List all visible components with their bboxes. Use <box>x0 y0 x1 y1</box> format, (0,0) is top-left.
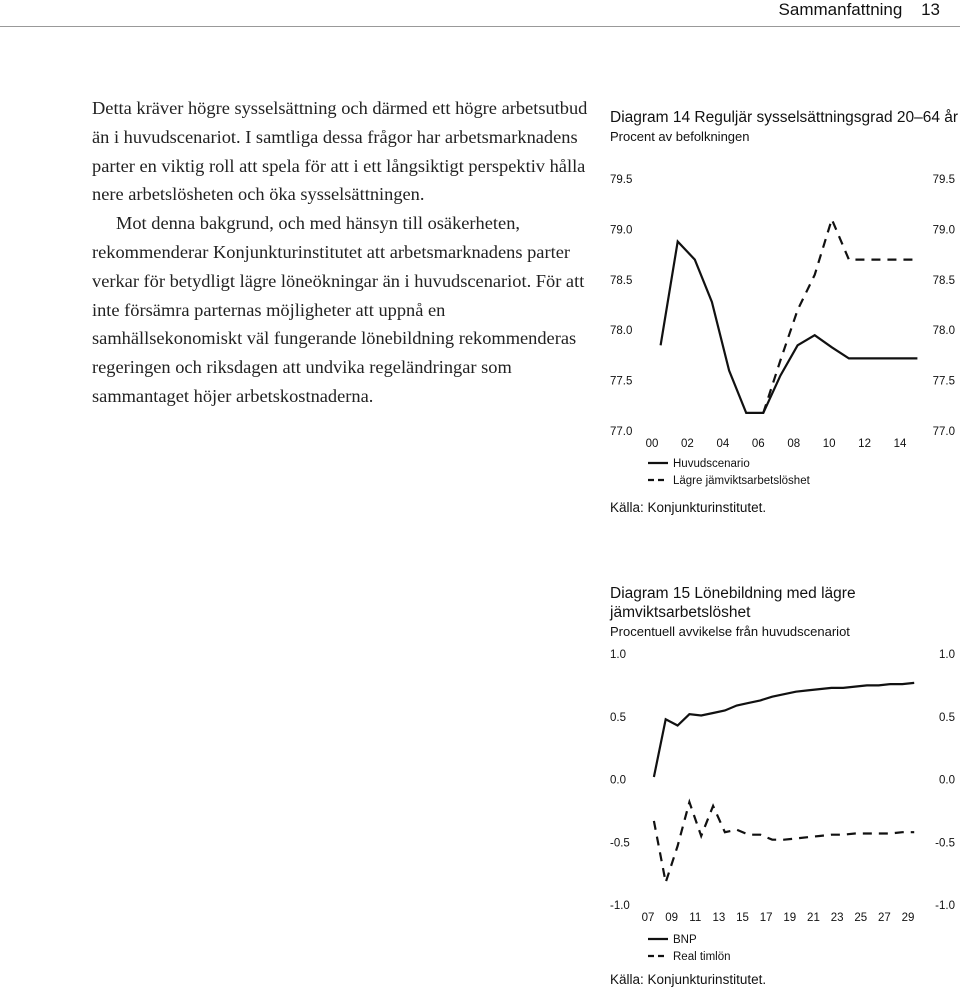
diagram-15-ytick-left: -0.5 <box>610 837 630 850</box>
diagram-15-legend-label: Real timlön <box>673 951 731 963</box>
diagram-15-xtick: 19 <box>783 912 797 924</box>
diagram-15-ytick-right: -1.0 <box>935 900 955 912</box>
diagram-15-source: Källa: Konjunkturinstitutet. <box>610 972 767 987</box>
diagram-15-title: Diagram 15 Lönebildning med lägre jämviktsarbetslöshet <box>610 585 856 621</box>
diagram-15-ytick-right: 1.0 <box>939 649 955 661</box>
diagram-14-xtick: 10 <box>822 438 836 450</box>
diagram-14-unit: Procent av befolkningen <box>610 129 750 144</box>
diagram-14-ytick-left: 77.5 <box>610 375 633 388</box>
diagram-15-chart <box>600 640 960 970</box>
page-number: 13 <box>921 0 940 19</box>
diagram-15-ytick-right: 0.0 <box>939 774 955 787</box>
diagram-14-ytick-left: 78.5 <box>610 274 633 287</box>
diagram-15-ytick-left: -1.0 <box>610 900 630 912</box>
diagram-14-chart <box>600 168 960 493</box>
diagram-14-xtick: 12 <box>858 438 871 450</box>
diagram-15-xtick: 17 <box>759 912 773 924</box>
diagram-15-xtick: 09 <box>665 912 679 924</box>
diagram-14-ytick-right: 79.0 <box>932 224 955 237</box>
diagram-14-series-line <box>661 242 918 413</box>
section-title: Sammanfattning <box>778 0 903 19</box>
diagram-15-ytick-left: 1.0 <box>610 649 626 661</box>
diagram-14-header <box>610 108 960 145</box>
running-head <box>765 0 940 20</box>
diagram-15-xtick: 07 <box>641 912 655 924</box>
body-text <box>92 94 592 411</box>
paragraph-1: Detta kräver högre sysselsättning och därmed ett högre arbetsutbud än i huvudscenariot. I samtliga dessa frågor har arbetsmarknadens parter en viktig roll att spela för att i ett långsiktigt perspektiv hålla nere arbetslösheten och öka sysselsättningen. <box>92 98 588 205</box>
diagram-15-xtick: 29 <box>901 912 915 924</box>
diagram-14-xtick: 08 <box>787 438 801 450</box>
diagram-15-xtick: 21 <box>807 912 820 924</box>
diagram-14-legend-label: Huvudscenario <box>673 458 750 470</box>
diagram-15-xtick: 23 <box>830 912 844 924</box>
diagram-15-series-line <box>654 683 914 777</box>
diagram-15-header <box>610 584 960 640</box>
diagram-15-xtick: 25 <box>854 912 868 924</box>
diagram-15-xtick: 27 <box>877 912 891 924</box>
diagram-15-xtick: 15 <box>736 912 749 924</box>
diagram-14-xtick: 00 <box>645 438 659 450</box>
diagram-14-ytick-left: 79.0 <box>610 224 633 237</box>
diagram-14-legend-label: Lägre jämviktsarbetslöshet <box>673 475 810 487</box>
diagram-15-unit: Procentuell avvikelse från huvudscenariot <box>610 624 850 639</box>
diagram-14-xtick: 02 <box>681 438 694 450</box>
diagram-14-ytick-right: 78.0 <box>932 325 955 338</box>
paragraph-2: Mot denna bakgrund, och med hänsyn till osäkerheten, rekommenderar Konjunkturinstitutet att arbetsmarknadens parter verkar för betydligt lägre löneökningar än i huvudscenariot. För att inte försämra parternas möjligheter att uppnå en samhällsekonomiskt väl fungerande lönebildning rekommenderas regeringen och riksdagen att undvika regeländringar som sammantaget höjer arbetskostnaderna. <box>92 213 585 406</box>
diagram-15-ytick-right: 0.5 <box>939 711 955 724</box>
diagram-14-ytick-right: 78.5 <box>932 274 955 287</box>
diagram-15-legend-label: BNP <box>673 934 697 946</box>
diagram-14-ytick-right: 79.5 <box>932 174 955 186</box>
diagram-14-series-line <box>763 219 917 413</box>
diagram-15-ytick-left: 0.0 <box>610 774 626 787</box>
diagram-14-ytick-left: 77.0 <box>610 426 633 438</box>
diagram-15-xtick: 13 <box>712 912 726 924</box>
diagram-14-xtick: 04 <box>716 438 730 450</box>
diagram-14-xtick: 06 <box>751 438 765 450</box>
diagram-15-series-line <box>654 802 914 882</box>
diagram-14-title: Diagram 14 Reguljär sysselsättningsgrad 20–64 år <box>610 109 959 126</box>
diagram-14-xtick: 14 <box>893 438 907 450</box>
header-rule <box>0 26 960 27</box>
diagram-14-source: Källa: Konjunkturinstitutet. <box>610 500 767 515</box>
diagram-15-xtick: 11 <box>689 912 702 924</box>
diagram-14-ytick-left: 79.5 <box>610 174 633 186</box>
diagram-15-ytick-right: -0.5 <box>935 837 955 850</box>
diagram-14-ytick-left: 78.0 <box>610 325 633 338</box>
diagram-14-ytick-right: 77.5 <box>932 375 955 388</box>
diagram-15-ytick-left: 0.5 <box>610 711 626 724</box>
diagram-14-ytick-right: 77.0 <box>932 426 955 438</box>
